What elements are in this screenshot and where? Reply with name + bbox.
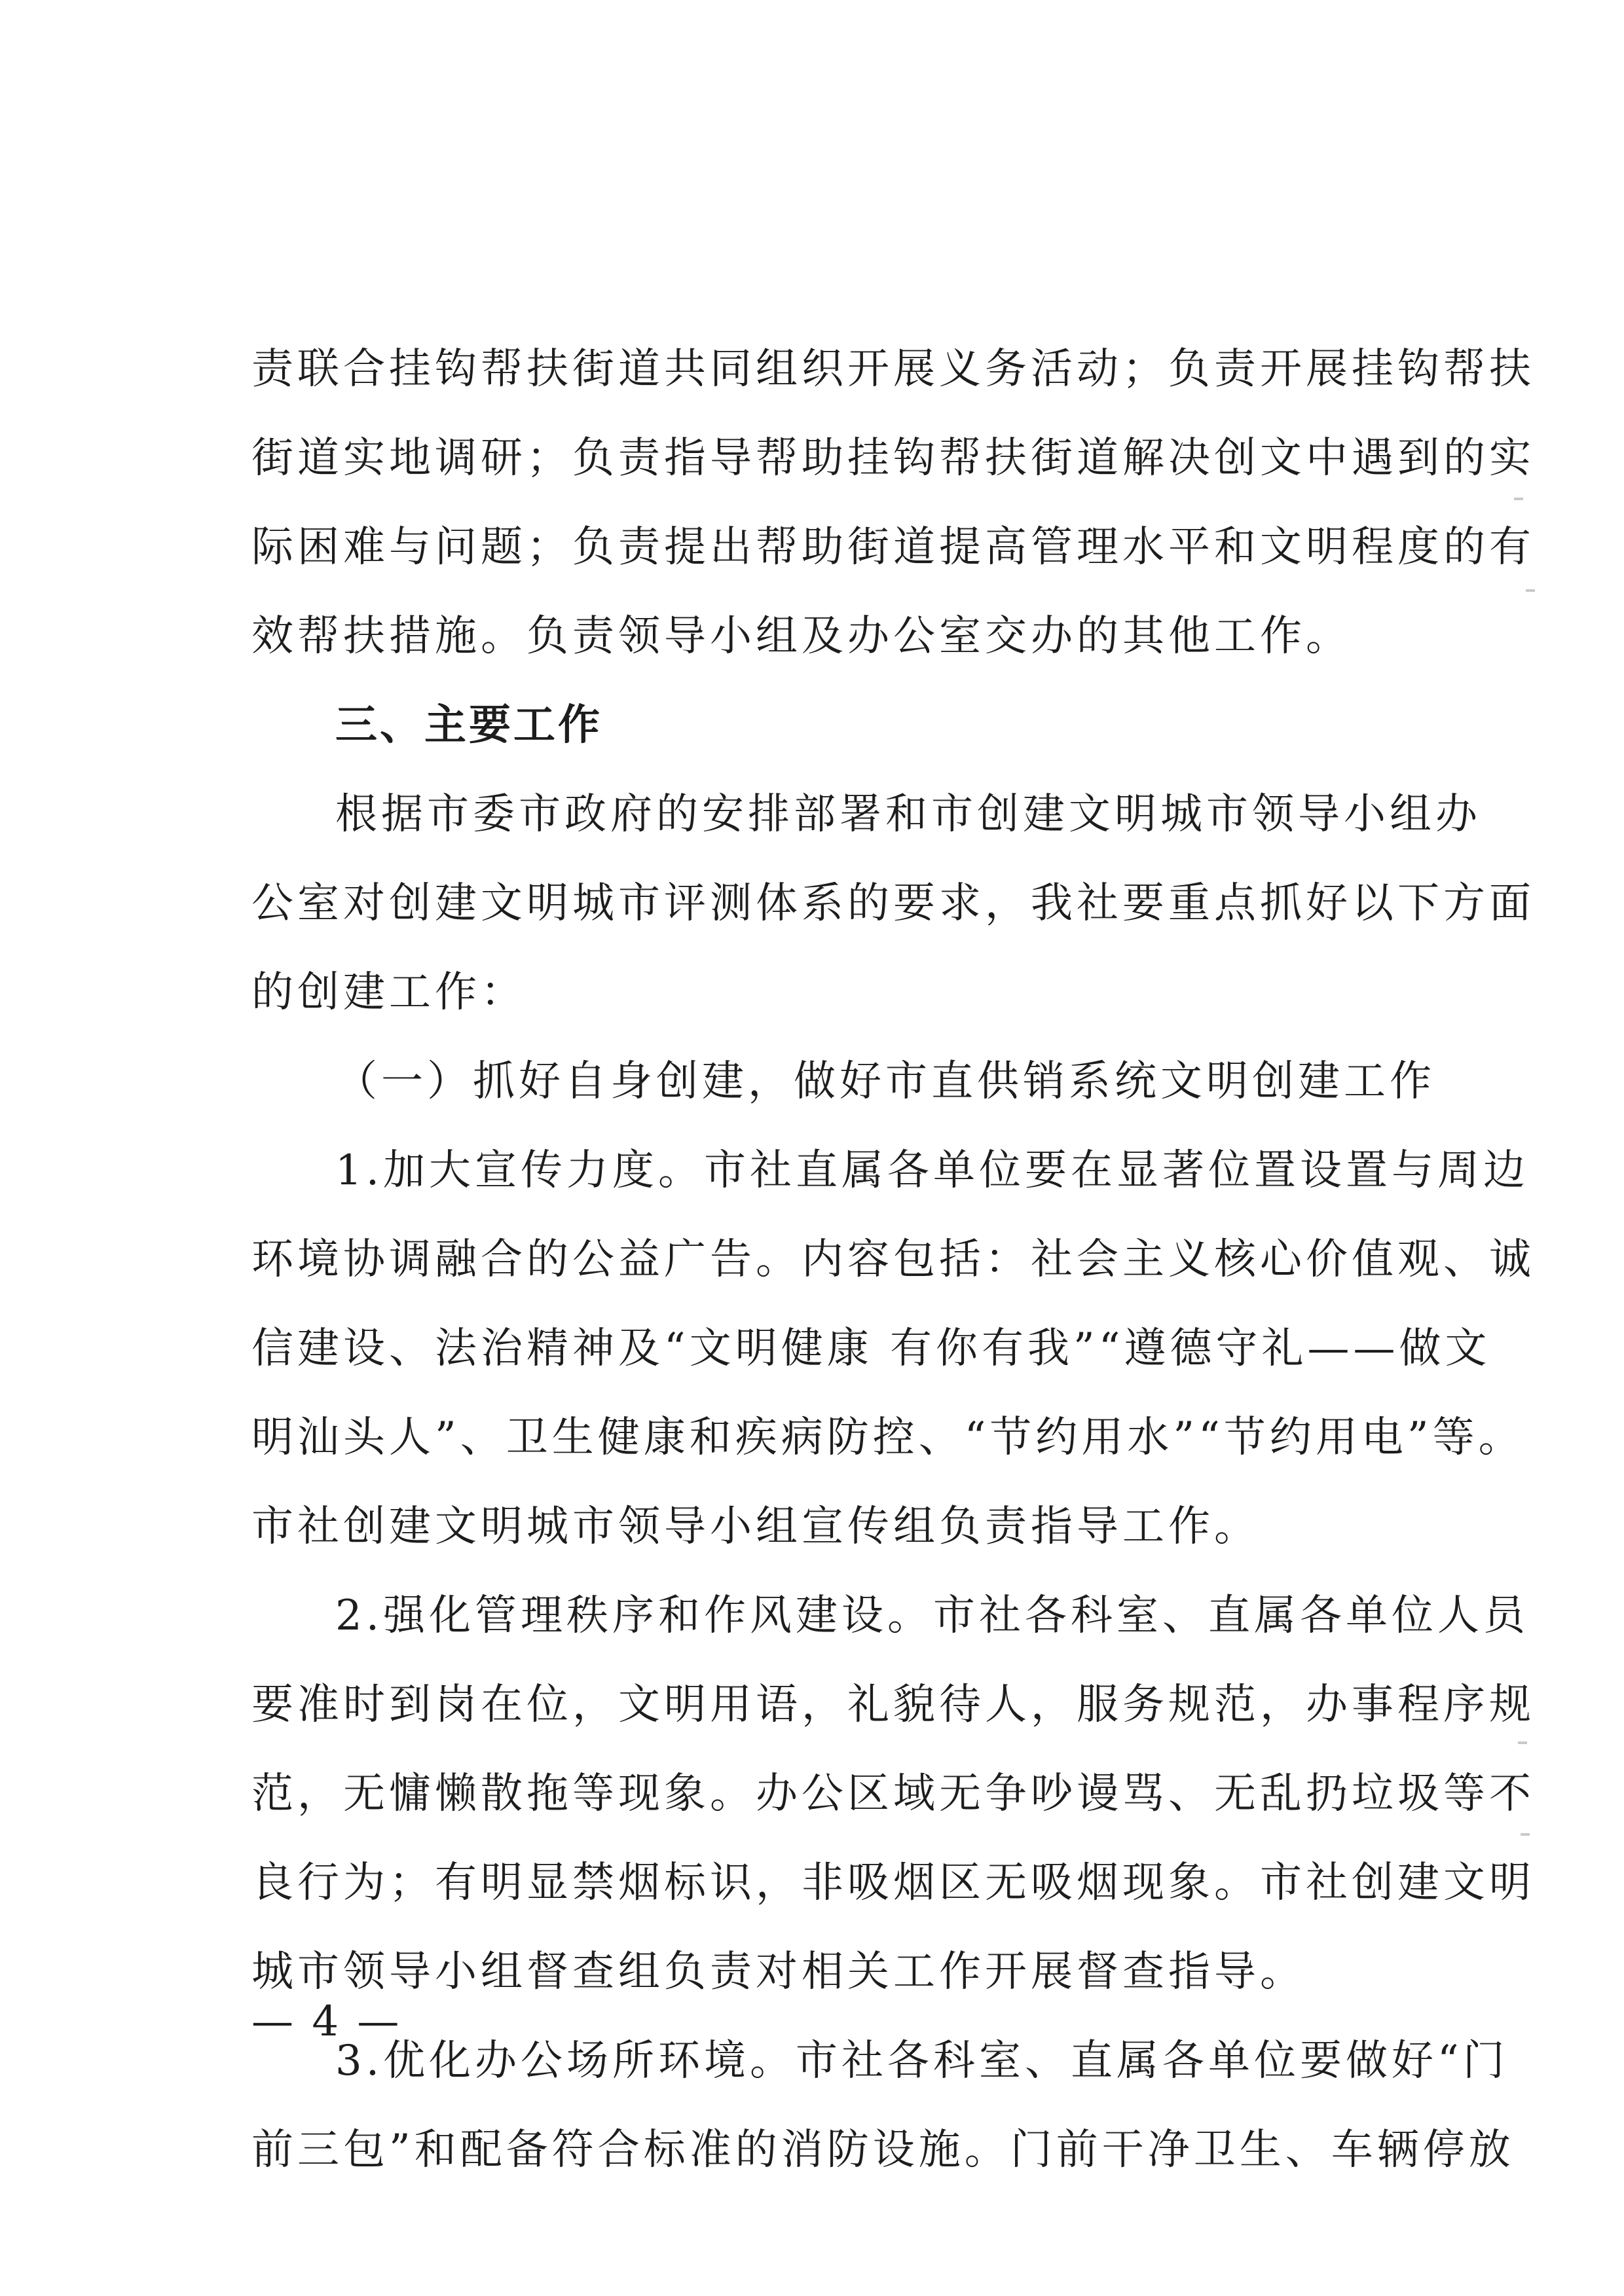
- body-text-line: 1.加大宣传力度。市社直属各单位要在显著位置设置与周边: [335, 1146, 1530, 1195]
- body-text-line: 范，无慵懒散拖等现象。办公区域无争吵谩骂、无乱扔垃圾等不: [251, 1770, 1535, 1818]
- body-text-line: 的创建工作：: [251, 968, 526, 1017]
- body-text-line: 环境协调融合的公益广告。内容包括：社会主义核心价值观、诚: [251, 1235, 1535, 1284]
- body-text-line: 明汕头人”、卫生健康和疾病防控、“节约用水”“节约用电”等。: [251, 1413, 1524, 1462]
- body-text-line: 公室对创建文明城市评测体系的要求，我社要重点抓好以下方面: [251, 879, 1535, 928]
- section-heading: 三、主要工作: [335, 701, 602, 750]
- scan-mark: [1526, 589, 1535, 592]
- body-text-line: 要准时到岗在位，文明用语，礼貌待人，服务规范，办事程序规: [251, 1681, 1535, 1729]
- scan-mark: [1518, 1741, 1527, 1744]
- body-text-line: 3.优化办公场所环境。市社各科室、直属各单位要做好“门: [335, 2037, 1509, 2085]
- body-text-line: 2.强化管理秩序和作风建设。市社各科室、直属各单位人员: [335, 1592, 1530, 1640]
- body-text-line: 责联合挂钩帮扶街道共同组织开展义务活动；负责开展挂钩帮扶: [251, 345, 1535, 393]
- document-body: [251, 325, 1535, 2195]
- subsection-heading: （一）抓好自身创建，做好市直供销系统文明创建工作: [335, 1057, 1435, 1106]
- body-text-line: 街道实地调研；负责指导帮助挂钩帮扶街道解决创文中遇到的实: [251, 434, 1535, 483]
- body-text-line: 良行为；有明显禁烟标识，非吸烟区无吸烟现象。市社创建文明: [251, 1859, 1535, 1907]
- body-text-line: 根据市委市政府的安排部署和市创建文明城市领导小组办: [335, 790, 1481, 839]
- page-number: — 4 —: [251, 1997, 402, 2046]
- scan-mark: [1521, 1833, 1530, 1836]
- body-text-line: 前三包”和配备符合标准的消防设施。门前干净卫生、车辆停放: [251, 2126, 1515, 2174]
- scan-mark: [1514, 498, 1523, 500]
- body-text-line: 际困难与问题；负责提出帮助街道提高管理水平和文明程度的有: [251, 523, 1535, 572]
- body-text-line: 城市领导小组督查组负责对相关工作开展督查指导。: [251, 1948, 1306, 1996]
- body-text-line: 信建设、法治精神及“文明健康 有你有我”“遵德守礼——做文: [251, 1324, 1491, 1373]
- body-text-line: 市社创建文明城市领导小组宣传组负责指导工作。: [251, 1503, 1260, 1551]
- body-text-line: 效帮扶措施。负责领导小组及办公室交办的其他工作。: [251, 612, 1352, 661]
